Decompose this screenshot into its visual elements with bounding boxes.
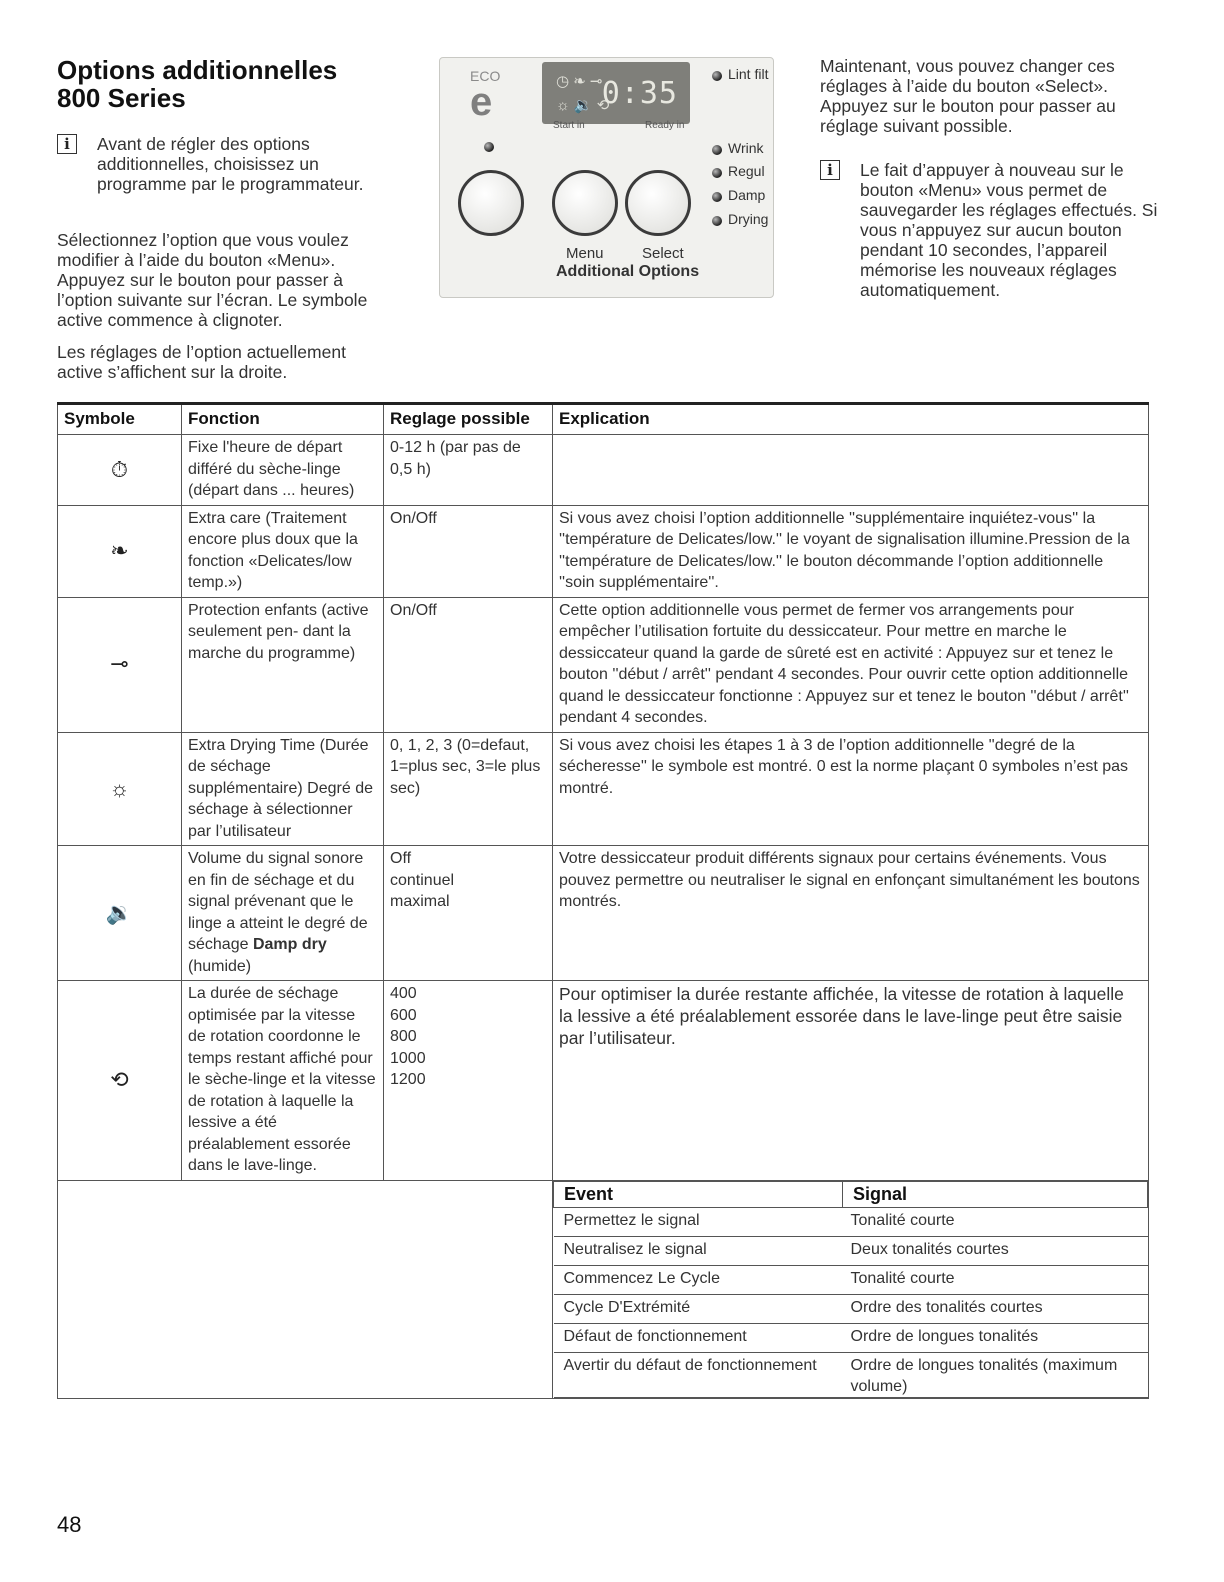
select-label: Select xyxy=(642,245,684,262)
wrinkle-label: Wrink xyxy=(728,140,764,156)
header-explanation: Explication xyxy=(553,404,1149,435)
table-row xyxy=(58,981,1149,1181)
event-cell: Défaut de fonctionnement xyxy=(554,1323,843,1352)
info-icon: i xyxy=(820,160,840,180)
table-row xyxy=(554,1265,1148,1294)
select-knob-button[interactable] xyxy=(625,170,691,236)
function-cell: Protection enfants (active seulement pen- dant la marche du programme) xyxy=(182,597,384,732)
setting-cell xyxy=(384,981,553,1181)
setting-line: 1200 xyxy=(390,1071,426,1088)
table-row xyxy=(58,732,1149,846)
signal-cell: Tonalité courte xyxy=(843,1207,1148,1236)
signal-cell: Ordre de longues tonalités (maximum volume) xyxy=(843,1352,1148,1397)
event-cell: Avertir du défaut de fonctionnement xyxy=(554,1352,843,1397)
info-note-left-text: Avant de régler des options additionnelles, choisissez un programme par le programmateur. xyxy=(97,134,364,194)
table-row xyxy=(58,597,1149,732)
knob-left-button[interactable] xyxy=(458,170,524,236)
info-note-left xyxy=(57,134,387,194)
lcd-top-symbols-icon: ◷ ❧ ⊸ xyxy=(556,73,603,90)
speaker-icon: 🔉 xyxy=(58,846,182,981)
signal-cell: Tonalité courte xyxy=(843,1265,1148,1294)
table-row xyxy=(554,1352,1148,1397)
damp-dry-bold: Damp dry xyxy=(252,936,327,953)
event-cell: Commencez Le Cycle xyxy=(554,1265,843,1294)
function-cell: Fixe l'heure de départ différé du sèche-linge (départ dans ... heures) xyxy=(182,435,384,506)
header-function: Fonction xyxy=(182,404,384,435)
instruction-paragraph-1: Sélectionnez l’option que vous voulez modifier à l’aide du bouton «Menu». Appuyez sur le bouton pour passer à l’option suivante sur l’écran. Le symbole active commence à clignoter. xyxy=(57,230,368,330)
led-regular-icon xyxy=(712,168,722,178)
lcd-bottom-symbols-icon: ☼ 🔉 ⟲ xyxy=(556,97,610,114)
table-row xyxy=(58,846,1149,981)
setting-cell: On/Off xyxy=(384,505,553,597)
function-text: Volume du signal sonore en fin de séchage et du signal prévenant que le linge a atteint le degré de séchage xyxy=(188,850,368,953)
function-cell: Extra care (Traitement encore plus doux que la fonction «Delicates/low temp.») xyxy=(182,505,384,597)
sun-icon: ☼ xyxy=(58,732,182,846)
event-cell: Permettez le signal xyxy=(554,1207,843,1236)
clock-icon: ⏱ xyxy=(58,435,182,506)
explanation-cell xyxy=(553,435,1149,506)
table-header-row xyxy=(58,404,1149,435)
led-wrinkle-icon xyxy=(712,145,722,155)
info-note-right xyxy=(820,160,1160,300)
table-row xyxy=(58,505,1149,597)
function-text-post: (humide) xyxy=(188,957,252,975)
info-note-right-text: Le fait d’appuyer à nouveau sur le bouton «Menu» vous permet de sauvegarder les réglages effectués. Si vous n’appuyez sur aucun bouton pendant 10 secondes, l’appareil mémorise les nouveaux réglages automatiquement. xyxy=(860,160,1158,300)
setting-line: 400 xyxy=(390,985,417,1002)
header-symbol: Symbole xyxy=(58,404,182,435)
led-drying-icon xyxy=(712,216,722,226)
info-icon: i xyxy=(57,134,77,154)
lcd-display xyxy=(542,62,690,124)
damp-label: Damp xyxy=(728,187,766,203)
lcd-time: 0:35 xyxy=(601,76,678,111)
signal-cell: Deux tonalités courtes xyxy=(843,1236,1148,1265)
signal-cell: Ordre de longues tonalités xyxy=(843,1323,1148,1352)
events-row xyxy=(58,1180,1149,1398)
setting-cell: On/Off xyxy=(384,597,553,732)
event-cell: Neutralisez le signal xyxy=(554,1236,843,1265)
explanation-cell: Si vous avez choisi les étapes 1 à 3 de l’option additionnelle ''degré de la sécheresse'' le symbole est montré. 0 est la norme plaçant 0 symboles n’est pas montré. xyxy=(553,732,1149,846)
lint-filter-label: Lint filt xyxy=(728,66,769,82)
page-number: 48 xyxy=(57,1512,82,1537)
page-title xyxy=(57,56,397,112)
start-in-label: Start in xyxy=(553,120,585,131)
explanation-cell: Pour optimiser la durée restante affichée, la vitesse de rotation à laquelle la lessive a été préalablement essorée dans le lave-linge peut être saisie par l’utilisateur. xyxy=(553,981,1149,1181)
instruction-paragraph-right: Maintenant, vous pouvez changer ces réglages à l’aide du bouton «Select». Appuyez sur le bouton pour passer au réglage suivant possible. xyxy=(820,56,1116,136)
setting-line: 800 xyxy=(390,1028,417,1045)
table-row xyxy=(554,1323,1148,1352)
led-menu-icon xyxy=(484,142,494,152)
menu-label: Menu xyxy=(566,245,604,262)
table-row xyxy=(554,1294,1148,1323)
function-cell: Extra Drying Time (Durée de séchage supplémentaire) Degré de séchage à sélectionner par l’utilisateur xyxy=(182,732,384,846)
setting-cell: 0, 1, 2, 3 (0=defaut, 1=plus sec, 3=le plus sec) xyxy=(384,732,553,846)
regular-label: Regul xyxy=(728,163,765,179)
drying-label: Drying xyxy=(728,211,769,227)
led-damp-icon xyxy=(712,192,722,202)
spin-icon: ⟲ xyxy=(58,981,182,1181)
explanation-cell: Votre dessiccateur produit différents signaux pour certains événements. Vous pouvez permettre ou neutraliser le signal en enfonçant simultanément les boutons montrés. xyxy=(553,846,1149,981)
instruction-paragraph-2: Les réglages de l’option actuellement active s’affichent sur la droite. xyxy=(57,342,346,382)
setting-line: maximal xyxy=(390,893,450,910)
table-row xyxy=(554,1207,1148,1236)
event-cell: Cycle D'Extrémité xyxy=(554,1294,843,1323)
options-table xyxy=(57,402,1149,1399)
menu-knob-button[interactable] xyxy=(552,170,618,236)
ready-in-label: Ready in xyxy=(645,120,685,131)
explanation-cell: Cette option additionnelle vous permet de fermer vos arrangements pour empêcher l’utilisation fortuite du dessiccateur. Pour mettre en marche le dessiccateur quand la garde de sûreté est en activité : Appuyez sur et tenez le bouton ''début / arrêt'' pendant 4 secondes. Pour ouvrir cette option additionnelle quand le dessiccateur fonctionne : Appuyez sur et tenez le bouton ''début / arrêt'' pendant 4 secondes. xyxy=(553,597,1149,732)
function-cell xyxy=(182,846,384,981)
setting-cell: 0-12 h (par pas de 0,5 h) xyxy=(384,435,553,506)
empty-cell xyxy=(58,1180,553,1398)
title-line-2: 800 Series xyxy=(57,83,186,113)
control-panel-image xyxy=(439,57,774,298)
header-signal: Signal xyxy=(843,1181,1148,1207)
key-icon: ⊸ xyxy=(58,597,182,732)
events-header-row xyxy=(554,1181,1148,1207)
setting-line: Off xyxy=(390,850,412,867)
function-cell: La durée de séchage optimisée par la vitesse de rotation coordonne le temps restant affiché pour le sèche-linge et la vitesse de rotation à laquelle la lessive a été préalablement essorée dans le lave-linge. xyxy=(182,981,384,1181)
explanation-cell: Si vous avez choisi l’option additionnelle ''supplémentaire inquiétez-vous'' la ''température de Delicates/low.'' le voyant de signalisation illumine.Pression de la ''température de Delicates/low.'' le bouton décommande l’option additionnelle ''soin supplémentaire''. xyxy=(553,505,1149,597)
header-event: Event xyxy=(554,1181,843,1207)
signal-cell: Ordre des tonalités courtes xyxy=(843,1294,1148,1323)
feather-icon: ❧ xyxy=(58,505,182,597)
table-row xyxy=(58,435,1149,506)
title-line-1: Options additionnelles xyxy=(57,55,338,85)
setting-cell xyxy=(384,846,553,981)
led-lint-filter-icon xyxy=(712,71,722,81)
events-cell xyxy=(553,1180,1149,1398)
setting-line: continuel xyxy=(390,871,455,889)
eco-label: ECO xyxy=(470,68,501,84)
additional-options-label: Additional Options xyxy=(556,263,700,280)
table-row xyxy=(554,1236,1148,1265)
setting-line: 1000 xyxy=(390,1049,426,1067)
header-setting: Reglage possible xyxy=(384,404,553,435)
events-table xyxy=(553,1181,1148,1398)
eco-e-logo: e xyxy=(470,80,493,124)
setting-line: 600 xyxy=(390,1006,417,1024)
